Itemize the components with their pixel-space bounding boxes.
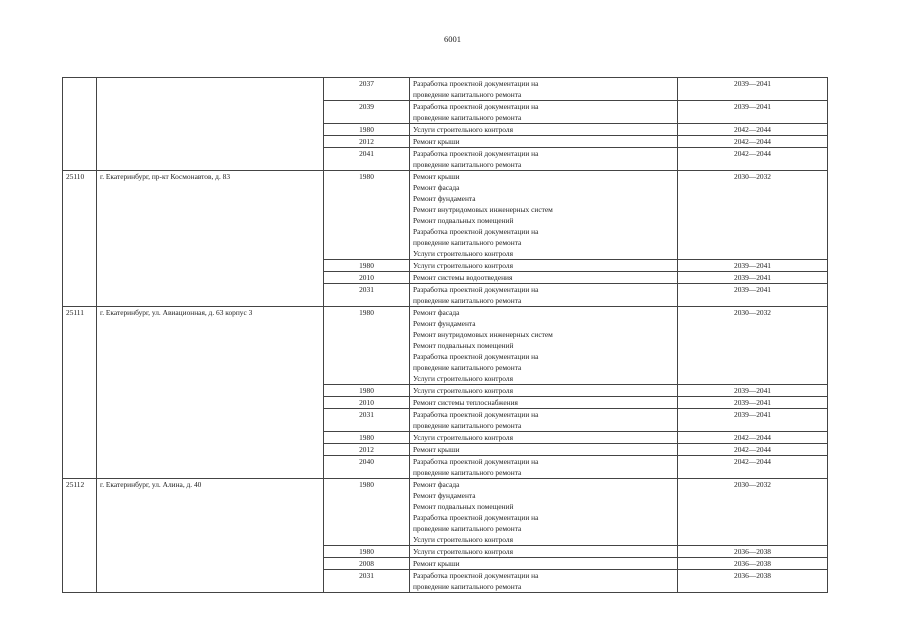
- work-types-cell: [410, 385, 678, 397]
- work-type: проведение капитального ремонта: [413, 582, 522, 591]
- address-cell: г. Екатеринбург, ул. Алина, д. 40: [97, 479, 324, 546]
- period-cell: 2039—2041: [678, 272, 828, 284]
- work-type: Разработка проектной документации на: [413, 79, 539, 88]
- work-type: Услуги строительного контроля: [413, 374, 513, 383]
- work-type: Услуги строительного контроля: [413, 535, 513, 544]
- work-type: Разработка проектной документации на: [413, 457, 539, 466]
- address-cell: [97, 260, 324, 272]
- building-id-cell: 25111: [63, 307, 97, 385]
- building-id-cell: [63, 570, 97, 593]
- work-type: Разработка проектной документации на: [413, 513, 539, 522]
- table-row: [63, 124, 828, 136]
- year-cell: 1980: [324, 171, 410, 260]
- building-id-cell: [63, 136, 97, 148]
- building-id-cell: [63, 444, 97, 456]
- work-type: Разработка проектной документации на: [413, 410, 539, 419]
- work-type: Ремонт крыши: [413, 137, 460, 146]
- table-row: [63, 272, 828, 284]
- repair-schedule-table: [62, 77, 828, 593]
- address-cell: [97, 78, 324, 101]
- address-cell: [97, 444, 324, 456]
- work-type: Ремонт внутридомовых инженерных систем: [413, 205, 553, 214]
- period-cell: 2042—2044: [678, 456, 828, 479]
- table-row: [63, 479, 828, 546]
- period-cell: 2036—2038: [678, 558, 828, 570]
- work-type: Услуги строительного контроля: [413, 261, 513, 270]
- year-cell: 2031: [324, 409, 410, 432]
- work-types-cell: [410, 570, 678, 593]
- period-cell: 2042—2044: [678, 124, 828, 136]
- work-type: Услуги строительного контроля: [413, 386, 513, 395]
- work-type: Услуги строительного контроля: [413, 547, 513, 556]
- work-types-cell: [410, 148, 678, 171]
- work-types-cell: [410, 444, 678, 456]
- work-type: Услуги строительного контроля: [413, 433, 513, 442]
- period-cell: 2039—2041: [678, 101, 828, 124]
- building-id-cell: 25110: [63, 171, 97, 260]
- period-cell: 2039—2041: [678, 385, 828, 397]
- work-type: проведение капитального ремонта: [413, 238, 522, 247]
- building-id-cell: [63, 385, 97, 397]
- work-types-cell: [410, 307, 678, 385]
- work-type: проведение капитального ремонта: [413, 90, 522, 99]
- work-type: Ремонт системы водоотведения: [413, 273, 513, 282]
- work-type: Ремонт фундамента: [413, 194, 476, 203]
- work-types-cell: [410, 284, 678, 307]
- period-cell: 2042—2044: [678, 444, 828, 456]
- building-id-cell: [63, 272, 97, 284]
- work-type: Разработка проектной документации на: [413, 352, 539, 361]
- work-type: Услуги строительного контроля: [413, 249, 513, 258]
- work-type: Ремонт крыши: [413, 559, 460, 568]
- work-type: Ремонт системы теплоснабжения: [413, 398, 518, 407]
- work-type: Ремонт фундамента: [413, 491, 476, 500]
- period-cell: 2030—2032: [678, 307, 828, 385]
- year-cell: 1980: [324, 479, 410, 546]
- year-cell: 1980: [324, 260, 410, 272]
- address-cell: [97, 136, 324, 148]
- table-row: [63, 148, 828, 171]
- table-row: [63, 78, 828, 101]
- table-row: [63, 546, 828, 558]
- work-type: Ремонт внутридомовых инженерных систем: [413, 330, 553, 339]
- work-type: Услуги строительного контроля: [413, 125, 513, 134]
- building-id-cell: [63, 78, 97, 101]
- year-cell: 2031: [324, 570, 410, 593]
- address-cell: [97, 546, 324, 558]
- work-types-cell: [410, 397, 678, 409]
- work-types-cell: [410, 479, 678, 546]
- work-type: Ремонт подвальных помещений: [413, 341, 514, 350]
- table-row: [63, 385, 828, 397]
- work-types-cell: [410, 124, 678, 136]
- work-type: Ремонт фасада: [413, 183, 460, 192]
- work-types-cell: [410, 546, 678, 558]
- work-types-cell: [410, 272, 678, 284]
- address-cell: [97, 148, 324, 171]
- address-cell: [97, 409, 324, 432]
- building-id-cell: [63, 101, 97, 124]
- year-cell: 2012: [324, 444, 410, 456]
- year-cell: 1980: [324, 432, 410, 444]
- table-row: [63, 307, 828, 385]
- year-cell: 2037: [324, 78, 410, 101]
- building-id-cell: [63, 432, 97, 444]
- period-cell: 2030—2032: [678, 479, 828, 546]
- building-id-cell: [63, 284, 97, 307]
- building-id-cell: [63, 148, 97, 171]
- table-row: [63, 558, 828, 570]
- work-type: Ремонт подвальных помещений: [413, 502, 514, 511]
- address-cell: [97, 432, 324, 444]
- page-number: 6001: [444, 34, 461, 44]
- building-id-cell: 25112: [63, 479, 97, 546]
- building-id-cell: [63, 260, 97, 272]
- table-row: [63, 260, 828, 272]
- building-id-cell: [63, 558, 97, 570]
- table-row: [63, 444, 828, 456]
- period-cell: 2039—2041: [678, 397, 828, 409]
- period-cell: 2042—2044: [678, 148, 828, 171]
- address-cell: [97, 570, 324, 593]
- period-cell: 2039—2041: [678, 409, 828, 432]
- building-id-cell: [63, 409, 97, 432]
- work-type: Разработка проектной документации на: [413, 149, 539, 158]
- year-cell: 2031: [324, 284, 410, 307]
- address-cell: г. Екатеринбург, пр-кт Космонавтов, д. 83: [97, 171, 324, 260]
- table-row: [63, 284, 828, 307]
- year-cell: 1980: [324, 307, 410, 385]
- work-type: Ремонт фасада: [413, 480, 460, 489]
- work-type: проведение капитального ремонта: [413, 421, 522, 430]
- year-cell: 1980: [324, 385, 410, 397]
- work-type: Ремонт фундамента: [413, 319, 476, 328]
- address-cell: [97, 124, 324, 136]
- year-cell: 2041: [324, 148, 410, 171]
- table-row: [63, 409, 828, 432]
- table-row: [63, 171, 828, 260]
- work-type: Разработка проектной документации на: [413, 102, 539, 111]
- work-type: проведение капитального ремонта: [413, 468, 522, 477]
- period-cell: 2039—2041: [678, 284, 828, 307]
- year-cell: 1980: [324, 546, 410, 558]
- year-cell: 2012: [324, 136, 410, 148]
- year-cell: 2010: [324, 272, 410, 284]
- address-cell: [97, 558, 324, 570]
- address-cell: г. Екатеринбург, ул. Авиационная, д. 63 корпус 3: [97, 307, 324, 385]
- work-type: Ремонт подвальных помещений: [413, 216, 514, 225]
- period-cell: 2042—2044: [678, 136, 828, 148]
- address-cell: [97, 385, 324, 397]
- address-cell: [97, 101, 324, 124]
- work-type: проведение капитального ремонта: [413, 113, 522, 122]
- work-type: Разработка проектной документации на: [413, 285, 539, 294]
- address-cell: [97, 272, 324, 284]
- year-cell: 1980: [324, 124, 410, 136]
- work-types-cell: [410, 558, 678, 570]
- work-types-cell: [410, 432, 678, 444]
- building-id-cell: [63, 124, 97, 136]
- work-type: Ремонт фасада: [413, 308, 460, 317]
- year-cell: 2008: [324, 558, 410, 570]
- work-type: Разработка проектной документации на: [413, 571, 539, 580]
- period-cell: 2039—2041: [678, 260, 828, 272]
- table-row: [63, 136, 828, 148]
- work-type: проведение капитального ремонта: [413, 524, 522, 533]
- work-types-cell: [410, 456, 678, 479]
- table-row: [63, 101, 828, 124]
- building-id-cell: [63, 456, 97, 479]
- building-id-cell: [63, 546, 97, 558]
- work-type: Ремонт крыши: [413, 172, 460, 181]
- address-cell: [97, 397, 324, 409]
- year-cell: 2010: [324, 397, 410, 409]
- work-type: Ремонт крыши: [413, 445, 460, 454]
- table-row: [63, 397, 828, 409]
- table-row: [63, 456, 828, 479]
- year-cell: 2040: [324, 456, 410, 479]
- work-types-cell: [410, 409, 678, 432]
- work-types-cell: [410, 78, 678, 101]
- work-type: проведение капитального ремонта: [413, 160, 522, 169]
- table-row: [63, 570, 828, 593]
- year-cell: 2039: [324, 101, 410, 124]
- work-types-cell: [410, 171, 678, 260]
- period-cell: 2039—2041: [678, 78, 828, 101]
- address-cell: [97, 284, 324, 307]
- period-cell: 2036—2038: [678, 546, 828, 558]
- work-type: проведение капитального ремонта: [413, 363, 522, 372]
- period-cell: 2030—2032: [678, 171, 828, 260]
- table-row: [63, 432, 828, 444]
- building-id-cell: [63, 397, 97, 409]
- work-types-cell: [410, 101, 678, 124]
- work-types-cell: [410, 136, 678, 148]
- work-types-cell: [410, 260, 678, 272]
- period-cell: 2036—2038: [678, 570, 828, 593]
- work-type: Разработка проектной документации на: [413, 227, 539, 236]
- address-cell: [97, 456, 324, 479]
- work-type: проведение капитального ремонта: [413, 296, 522, 305]
- period-cell: 2042—2044: [678, 432, 828, 444]
